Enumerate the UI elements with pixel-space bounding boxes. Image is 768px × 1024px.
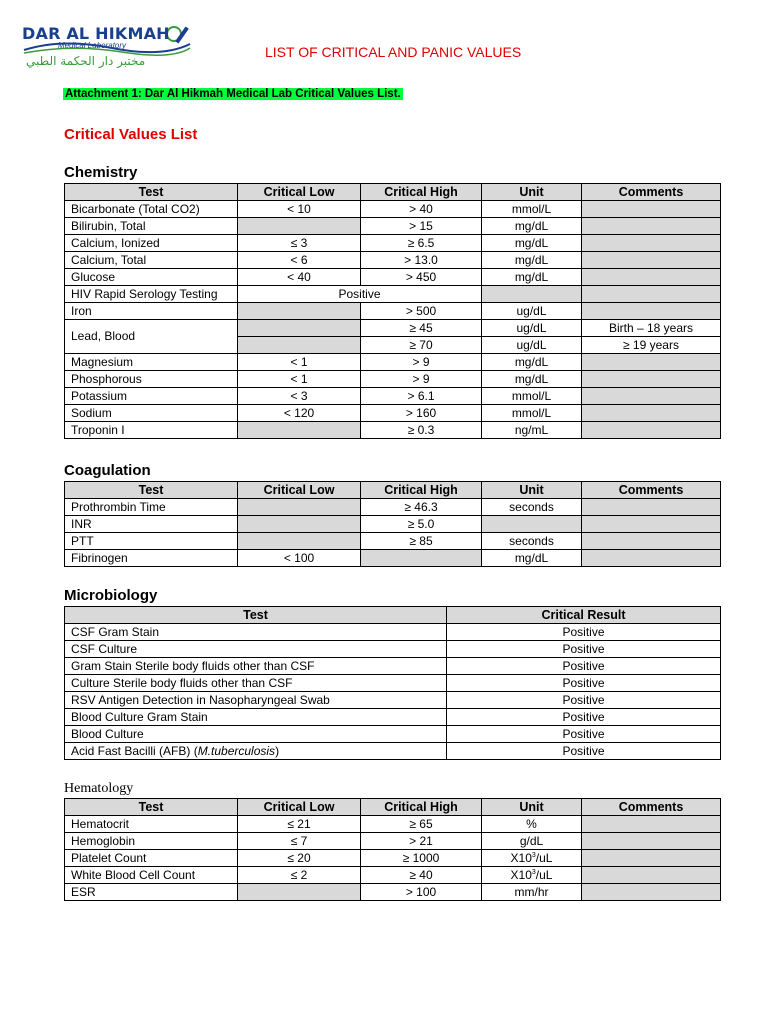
unit-exponent: 3 — [531, 851, 536, 859]
unit: mg/dL — [482, 550, 582, 567]
comments — [582, 533, 721, 550]
table-row — [65, 218, 721, 235]
table-row — [65, 388, 721, 405]
critical-high: > 450 — [361, 269, 482, 286]
table-row — [65, 726, 721, 743]
critical-high: > 15 — [361, 218, 482, 235]
list-title: Critical Values List — [64, 126, 198, 143]
critical-low: ≤ 7 — [238, 833, 361, 850]
table-row — [65, 743, 721, 760]
document-title: LIST OF CRITICAL AND PANIC VALUES — [265, 44, 522, 60]
test-name — [65, 743, 447, 760]
table-row — [65, 709, 721, 726]
microbiology-heading: Microbiology — [64, 587, 158, 604]
critical-high: > 40 — [361, 201, 482, 218]
unit — [482, 516, 582, 533]
coagulation-heading: Coagulation — [64, 462, 151, 479]
test-name: ESR — [65, 884, 238, 901]
critical-low: ≤ 21 — [238, 816, 361, 833]
table-row — [65, 516, 721, 533]
critical-high: ≥ 65 — [361, 816, 482, 833]
unit-suffix: /uL — [535, 850, 553, 865]
column-header: Critical High — [361, 482, 482, 499]
unit: mg/dL — [482, 235, 582, 252]
comments: ≥ 19 years — [582, 337, 721, 354]
company-logo — [22, 24, 192, 70]
table-header-row — [65, 607, 721, 624]
unit: mmol/L — [482, 388, 582, 405]
comments — [582, 833, 721, 850]
test-name: Platelet Count — [65, 850, 238, 867]
critical-low: < 1 — [238, 354, 361, 371]
critical-result: Positive — [447, 692, 721, 709]
unit-base: X10 — [510, 850, 532, 865]
unit: mmol/L — [482, 201, 582, 218]
test-name: Prothrombin Time — [65, 499, 238, 516]
coagulation-table — [64, 481, 721, 567]
critical-result: Positive — [447, 641, 721, 658]
critical-high: > 21 — [361, 833, 482, 850]
critical-high: ≥ 46.3 — [361, 499, 482, 516]
table-row — [65, 201, 721, 218]
critical-high: > 500 — [361, 303, 482, 320]
comments — [582, 286, 721, 303]
column-header: Unit — [482, 482, 582, 499]
critical-high: > 160 — [361, 405, 482, 422]
unit: ug/dL — [482, 303, 582, 320]
critical-low: < 10 — [238, 201, 361, 218]
critical-result: Positive — [447, 726, 721, 743]
test-name: Blood Culture — [65, 726, 447, 743]
critical-high: ≥ 0.3 — [361, 422, 482, 439]
critical-high: ≥ 85 — [361, 533, 482, 550]
critical-high: > 9 — [361, 354, 482, 371]
critical-high: > 100 — [361, 884, 482, 901]
unit-base: X10 — [510, 867, 532, 882]
table-row — [65, 235, 721, 252]
critical-low: < 3 — [238, 388, 361, 405]
logo-subtitle: Medical Laboratory — [58, 41, 127, 50]
table-row — [65, 641, 721, 658]
comments — [582, 816, 721, 833]
critical-high: ≥ 6.5 — [361, 235, 482, 252]
critical-low: < 120 — [238, 405, 361, 422]
table-row — [65, 354, 721, 371]
logo-arabic-text: مختبر دار الحكمة الطبي — [26, 54, 146, 68]
afb-close: ) — [275, 743, 280, 758]
table-row — [65, 550, 721, 567]
table-row — [65, 658, 721, 675]
table-row — [65, 884, 721, 901]
test-name: Potassium — [65, 388, 238, 405]
unit — [482, 286, 582, 303]
unit: ng/mL — [482, 422, 582, 439]
test-name: White Blood Cell Count — [65, 867, 238, 884]
table-row — [65, 533, 721, 550]
test-name: Hematocrit — [65, 816, 238, 833]
comments — [582, 884, 721, 901]
unit: seconds — [482, 499, 582, 516]
column-header: Critical Result — [447, 607, 721, 624]
attachment-note: Attachment 1: Dar Al Hikmah Medical Lab Critical Values List. — [65, 88, 401, 100]
test-name: Iron — [65, 303, 238, 320]
table-row — [65, 303, 721, 320]
table-row — [65, 675, 721, 692]
table-header-row — [65, 799, 721, 816]
critical-high: > 6.1 — [361, 388, 482, 405]
unit — [482, 850, 582, 867]
critical-low — [238, 337, 361, 354]
critical-low — [238, 303, 361, 320]
column-header: Critical High — [361, 799, 482, 816]
critical-low: < 40 — [238, 269, 361, 286]
unit: mg/dL — [482, 269, 582, 286]
comments — [582, 499, 721, 516]
critical-low — [238, 533, 361, 550]
test-name: Troponin I — [65, 422, 238, 439]
critical-low — [238, 422, 361, 439]
test-name: CSF Culture — [65, 641, 447, 658]
table-row — [65, 320, 721, 337]
column-header: Unit — [482, 184, 582, 201]
column-header: Critical High — [361, 184, 482, 201]
comments — [582, 516, 721, 533]
critical-high: ≥ 5.0 — [361, 516, 482, 533]
column-header: Unit — [482, 799, 582, 816]
test-name: Bilirubin, Total — [65, 218, 238, 235]
test-name: CSF Gram Stain — [65, 624, 447, 641]
table-row — [65, 499, 721, 516]
comments — [582, 235, 721, 252]
critical-low: ≤ 3 — [238, 235, 361, 252]
table-row — [65, 405, 721, 422]
test-name: Bicarbonate (Total CO2) — [65, 201, 238, 218]
critical-low: < 6 — [238, 252, 361, 269]
test-name: Sodium — [65, 405, 238, 422]
critical-high: ≥ 70 — [361, 337, 482, 354]
unit: mg/dL — [482, 371, 582, 388]
test-name: Hemoglobin — [65, 833, 238, 850]
test-name: RSV Antigen Detection in Nasopharyngeal Swab — [65, 692, 447, 709]
test-name: PTT — [65, 533, 238, 550]
table-header-row — [65, 482, 721, 499]
comments — [582, 405, 721, 422]
test-name: Phosphorous — [65, 371, 238, 388]
unit: mg/dL — [482, 354, 582, 371]
afb-label: Acid Fast Bacilli (AFB) ( — [71, 743, 198, 758]
comments — [582, 388, 721, 405]
comments — [582, 867, 721, 884]
critical-low: ≤ 2 — [238, 867, 361, 884]
test-name: INR — [65, 516, 238, 533]
test-name: Magnesium — [65, 354, 238, 371]
critical-high: ≥ 40 — [361, 867, 482, 884]
critical-low — [238, 884, 361, 901]
comments: Birth – 18 years — [582, 320, 721, 337]
table-header-row — [65, 184, 721, 201]
unit: seconds — [482, 533, 582, 550]
comments — [582, 371, 721, 388]
table-row — [65, 867, 721, 884]
unit: mg/dL — [482, 218, 582, 235]
hematology-heading: Hematology — [64, 781, 134, 796]
column-header: Critical Low — [238, 184, 361, 201]
unit: mg/dL — [482, 252, 582, 269]
table-row — [65, 422, 721, 439]
critical-result: Positive — [238, 286, 482, 303]
critical-result: Positive — [447, 624, 721, 641]
table-row — [65, 269, 721, 286]
unit-suffix: /uL — [535, 867, 553, 882]
table-row — [65, 850, 721, 867]
unit — [482, 867, 582, 884]
table-row — [65, 816, 721, 833]
critical-result: Positive — [447, 709, 721, 726]
critical-result: Positive — [447, 675, 721, 692]
column-header: Comments — [582, 184, 721, 201]
column-header: Test — [65, 799, 238, 816]
test-name: Lead, Blood — [65, 320, 238, 354]
comments — [582, 201, 721, 218]
table-row — [65, 692, 721, 709]
column-header: Comments — [582, 482, 721, 499]
chemistry-heading: Chemistry — [64, 164, 138, 181]
column-header: Comments — [582, 799, 721, 816]
table-row — [65, 286, 721, 303]
critical-low: ≤ 20 — [238, 850, 361, 867]
chemistry-table — [64, 183, 721, 439]
column-header: Test — [65, 482, 238, 499]
table-row — [65, 624, 721, 641]
table-row — [65, 252, 721, 269]
test-name: Glucose — [65, 269, 238, 286]
test-name: Calcium, Ionized — [65, 235, 238, 252]
unit: ug/dL — [482, 337, 582, 354]
critical-low — [238, 516, 361, 533]
critical-low: < 1 — [238, 371, 361, 388]
comments — [582, 252, 721, 269]
table-row — [65, 371, 721, 388]
test-name: Calcium, Total — [65, 252, 238, 269]
column-header: Test — [65, 607, 447, 624]
comments — [582, 269, 721, 286]
test-name: Culture Sterile body fluids other than CSF — [65, 675, 447, 692]
critical-high: ≥ 1000 — [361, 850, 482, 867]
unit-exponent: 3 — [531, 868, 536, 876]
test-name: HIV Rapid Serology Testing — [65, 286, 238, 303]
critical-low — [238, 499, 361, 516]
column-header: Critical Low — [238, 482, 361, 499]
critical-high — [361, 550, 482, 567]
critical-low — [238, 218, 361, 235]
microbiology-table — [64, 606, 721, 760]
critical-result: Positive — [447, 658, 721, 675]
test-name: Gram Stain Sterile body fluids other than CSF — [65, 658, 447, 675]
comments — [582, 303, 721, 320]
comments — [582, 422, 721, 439]
table-row — [65, 833, 721, 850]
unit: % — [482, 816, 582, 833]
critical-high: > 9 — [361, 371, 482, 388]
comments — [582, 218, 721, 235]
afb-organism: M.tuberculosis — [197, 743, 276, 758]
critical-high: > 13.0 — [361, 252, 482, 269]
critical-result: Positive — [447, 743, 721, 760]
comments — [582, 850, 721, 867]
critical-low — [238, 320, 361, 337]
column-header: Test — [65, 184, 238, 201]
unit: g/dL — [482, 833, 582, 850]
test-name: Blood Culture Gram Stain — [65, 709, 447, 726]
unit: ug/dL — [482, 320, 582, 337]
column-header: Critical Low — [238, 799, 361, 816]
test-name: Fibrinogen — [65, 550, 238, 567]
unit: mmol/L — [482, 405, 582, 422]
logo-text: DAR AL HIKMAH — [22, 24, 170, 43]
critical-low: < 100 — [238, 550, 361, 567]
critical-high: ≥ 45 — [361, 320, 482, 337]
hematology-table — [64, 798, 721, 901]
unit: mm/hr — [482, 884, 582, 901]
comments — [582, 354, 721, 371]
comments — [582, 550, 721, 567]
